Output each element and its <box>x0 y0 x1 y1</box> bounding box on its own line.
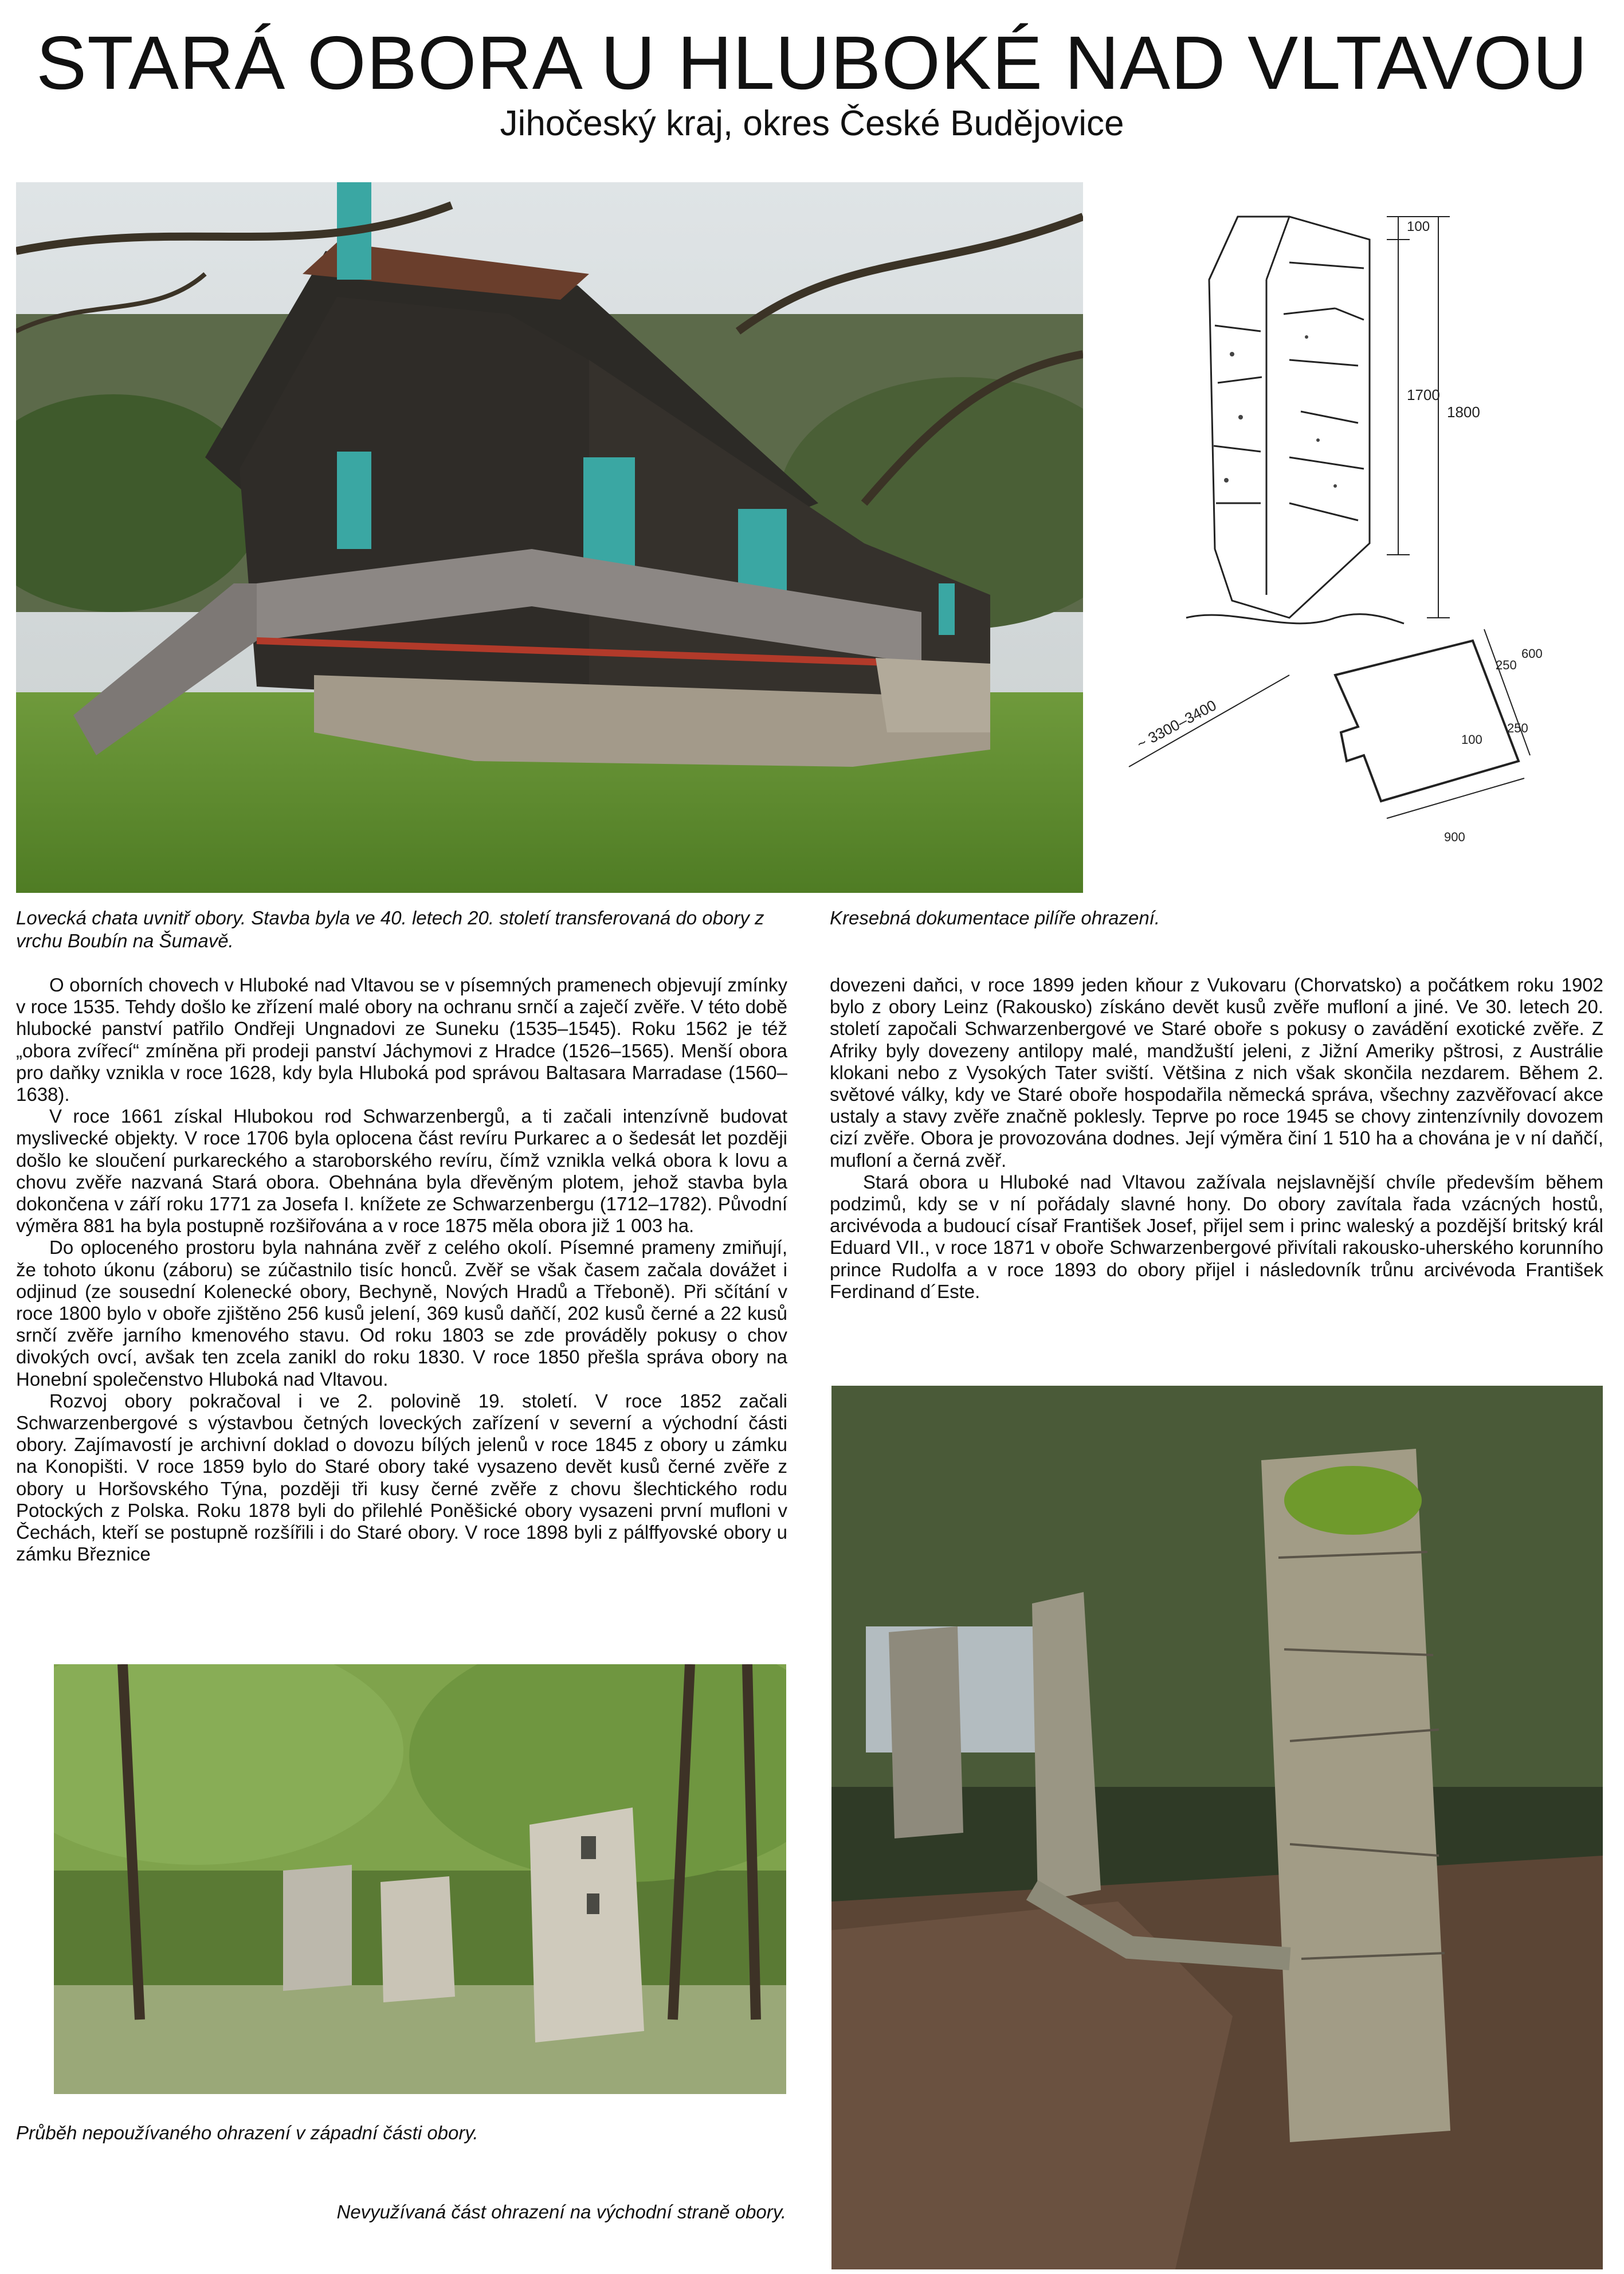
page-title: STARÁ OBORA U HLUBOKÉ NAD VLTAVOU <box>36 21 1588 105</box>
article-paragraph: Stará obora u Hluboké nad Vltavou zažívala nejslavnější chvíle především během podzimů, kdy se v ní pořádaly slavné hony. Do obory zavítala řada vzácných hostů, arcivévoda a budoucí císař František Josef, přijel sem i princ waleský a pozdější britský král Eduard VII., v roce 1871 v oboře Schwarzenbergové přivítali rakousko-uherského korunního prince Rudolfa a v roce 1893 do obory přijel i následovník trůnu arcivévoda František Ferdinand d´Este. <box>830 1171 1603 1302</box>
dimension-pillar-label: 1700 <box>1407 386 1440 403</box>
east-fence-caption: Nevyužívaná část ohrazení na východní straně obory. <box>336 2201 786 2222</box>
west-fence-caption: Průběh nepoužívaného ohrazení v západní části obory. <box>16 2122 478 2143</box>
article-paragraph: V roce 1661 získal Hlubokou rod Schwarzenbergů, a ti začali intenzívně budovat myslivecké objekty. V roce 1706 byla oplocena část revíru Purkarec a o šedesát let později došlo ke sloučení purkareckého a staroborského revíru, čímž vznikla velká obora k lovu a chovu zvěře nazvaná Stará obora. Obehnána byla dřevěným plotem, jehož stavba byla dokončena v září roku 1771 za Josefa I. knížete ze Schwarzenbergu (1712–1782). Původní výměra 881 ha byla postupně rozšiřována a v roce 1875 měla obora již 1 003 ha. <box>16 1105 787 1237</box>
plan-width-label: 900 <box>1444 830 1465 844</box>
article-left-column <box>16 974 787 1645</box>
article-right-column <box>830 974 1603 1387</box>
page-subtitle: Jihočeský kraj, okres České Budějovice <box>500 104 1124 143</box>
pillar-drawing <box>1117 182 1587 887</box>
plan-notch-a-label: 100 <box>1461 732 1482 747</box>
east-fence-photo <box>831 1386 1603 2269</box>
plan-depth-a-label: 250 <box>1496 658 1517 672</box>
dimension-top-label: 100 <box>1407 219 1430 234</box>
article-paragraph: dovezeni daňci, v roce 1899 jeden kňour z Vukovaru (Chorvatsko) a počátkem roku 1902 bylo z obory Leinz (Rakousko) získáno devět kusů zvěře mufloní a jiné. Ve 30. letech 20. století započali Schwarzenbergové ve Staré oboře s pokusy o zavádění exotické zvěře. Z Afriky byly dovezeny antilopy malé, mandžuští jeleni, z Jižní Ameriky pštrosi, z Austrálie klokani nebo z Vysokých Tater sviští. Většina z nich však skončila nezdarem. Během 2. světové války, kdy ve Staré oboře hospodařila německá správa, všechny zazvěřovací akce ustaly a stavy zvěře značně poklesly. Teprve po roce 1945 se chovy zintenzívnily dovozem cizí zvěře. Obora je provozována dodnes. Její výměra činí 1 510 ha a chována je v ní daňčí, mufloní a černá zvěř. <box>830 974 1603 1171</box>
article-paragraph: Do oploceného prostoru byla nahnána zvěř z celého okolí. Písemné prameny zmiňují, že tohoto úkonu (záboru) se zúčastnilo tisíc honců. Zvěř se však časem začala dovážet i odjinud (ze sousední Kolenecké obory, Bechyně, Nových Hradů a Třeboně). Při sčítání v roce 1800 bylo v oboře zjištěno 256 kusů jelení, 369 kusů daňčí, 202 kusů černé a 22 kusů srnčí zvěře jarního kmenového stavu. Od roku 1803 se zde prováděly pokusy o chov divokých ovcí, avšak ten zcela zanikl do roku 1830. V roce 1850 přešla správa obory na Honební společenstvo Hluboká nad Vltavou. <box>16 1237 787 1390</box>
dimension-span-label: ~ 3300–3400 <box>1133 696 1219 753</box>
dimension-total-label: 1800 <box>1447 403 1480 421</box>
hunting-lodge-caption: Lovecká chata uvnitř obory. Stavba byla ve 40. letech 20. století transferovaná do obory z vrchu Boubín na Šumavě. <box>16 907 764 951</box>
plan-depth-b-label: 600 <box>1521 646 1543 661</box>
article-paragraph: O oborních chovech v Hluboké nad Vltavou se v písemných pramenech objevují zmínky v roce 1535. Tehdy došlo ke zřízení malé obory na ochranu srnčí a zaječí zvěře. V této době hlubocké panství patřilo Ondřeji Ungnadovi ze Suneku (1535–1545). Roku 1562 je též „obora zvířecí“ zmíněna při prodeji panství Jáchymovi z Hradce (1526–1565). Menší obora pro daňky vznikla v roce 1628, kdy byla Hluboká pod správou Baltasara Marradase (1560–1638). <box>16 974 787 1105</box>
west-fence-photo <box>54 1664 786 2094</box>
plan-notch-b-label: 250 <box>1507 721 1528 735</box>
drawing-caption: Kresebná dokumentace pilíře ohrazení. <box>830 907 1160 928</box>
article-paragraph: Rozvoj obory pokračoval i ve 2. polovině 19. století. V roce 1852 začali Schwarzenbergové s výstavbou četných loveckých zařízení v severní a východní části obory. Zajímavostí je archivní doklad o dovozu bílých jelenů v roce 1845 z obory u zámku na Konopišti. V roce 1859 bylo do Staré obory také vysazeno devět kusů černé zvěře z obory u Horšovského Týna, později tři kusy černé zvěře z chovu šlechtického rodu Potockých z Polska. Roku 1878 byli do přilehlé Poněšické obory vysazeni první mufloni v Čechách, kteří se postupně rozšířili i do Staré obory. V roce 1898 byli z pálffyovské obory u zámku Březnice <box>16 1390 787 1565</box>
hunting-lodge-photo <box>16 182 1083 893</box>
